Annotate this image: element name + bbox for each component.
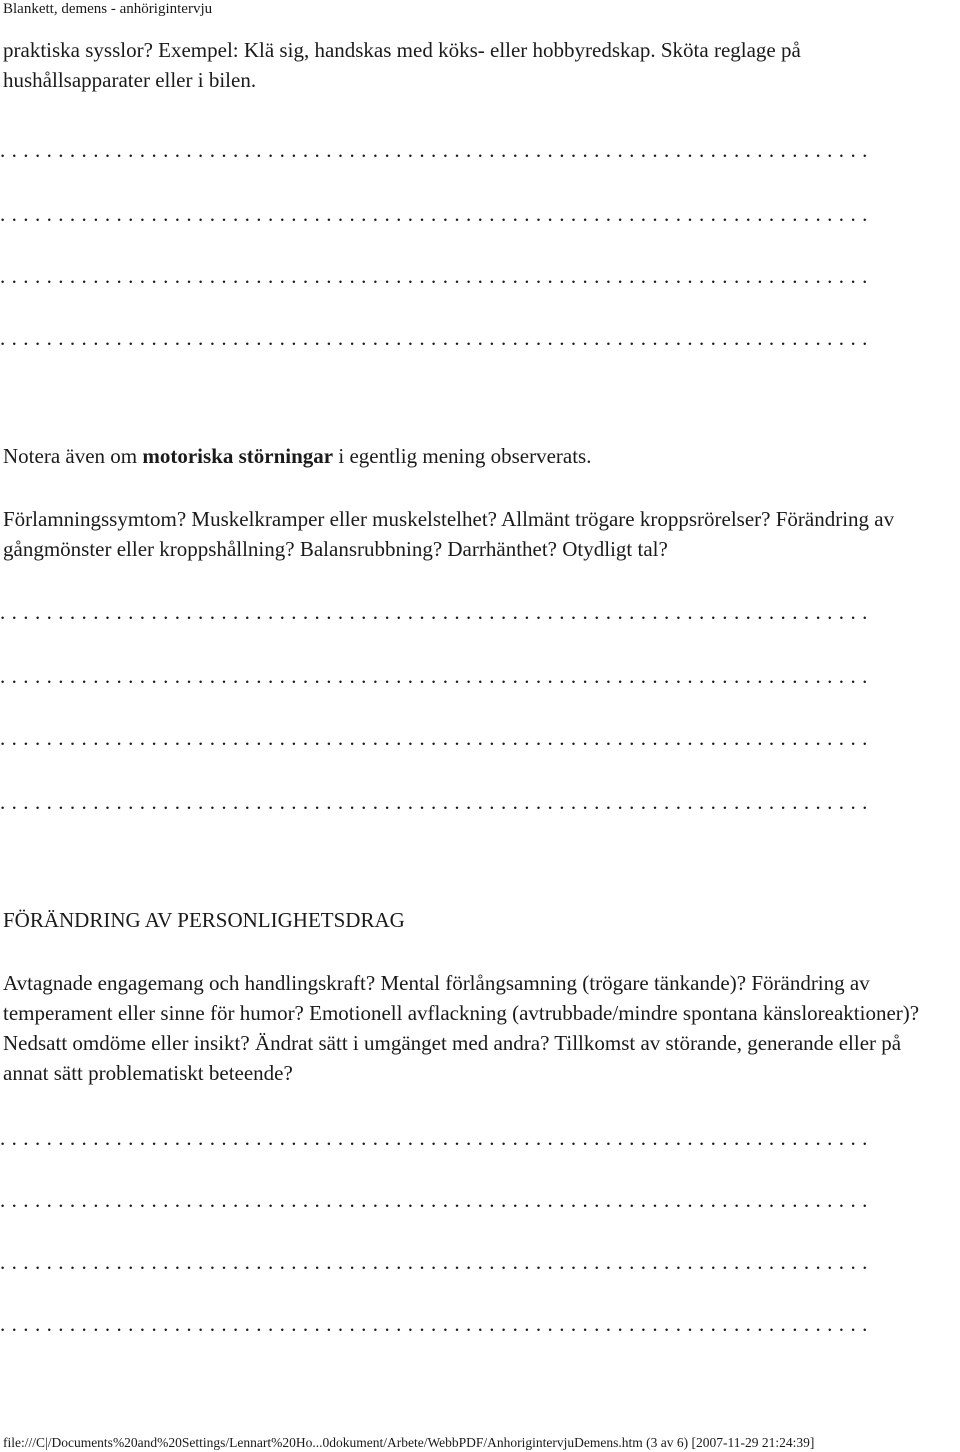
- answer-line-1: ...........................................................................: [0, 140, 874, 160]
- answer-line-11: ...........................................................................: [0, 1252, 874, 1272]
- answer-line-12: ...........................................................................: [0, 1314, 874, 1334]
- page-header-title: Blankett, demens - anhörigintervju: [3, 1, 213, 17]
- answer-line-5: ...........................................................................: [0, 602, 874, 622]
- page-footer-path: file:///C|/Documents%20and%20Settings/Lennart%20Ho...0dokument/Arbete/WebbPDF/AnhorigintervjuDemens.htm (3 av 6) [2007-11-29 21:24:39]: [3, 1435, 815, 1450]
- answer-line-7: ...........................................................................: [0, 728, 874, 748]
- motor-note-bold: motoriska störningar: [142, 444, 334, 468]
- answer-line-3: ...........................................................................: [0, 266, 874, 286]
- section-continuation-text: praktiska sysslor? Exempel: Klä sig, handskas med köks- eller hobbyredskap. Sköta reglage på hushållsapparater eller i bilen.: [3, 38, 807, 92]
- answer-line-9: ...........................................................................: [0, 1128, 874, 1148]
- motor-questions: Förlamningssymtom? Muskelkramper eller muskelstelhet? Allmänt trögare kroppsrörelser? Förändring av gångmönster eller kroppshållning? Balansrubbning? Darrhänthet? Otydligt tal?: [3, 507, 900, 561]
- answer-line-4: ...........................................................................: [0, 328, 874, 348]
- motor-note: [3, 441, 948, 471]
- motor-note-prefix: Notera även om: [3, 444, 143, 468]
- personality-questions: Avtagnade engagemang och handlingskraft? Mental förlångsamning (trögare tänkande)? Förändring av temperament eller sinne för humor? Emotionell avflackning (avtrubbade/mindre spontana känsloreaktioner)? Nedsatt omdöme eller insikt? Ändrat sätt i umgänget med andra? Tillkomst av störande, generande eller på annat sätt problematiskt beteende?: [3, 971, 925, 1085]
- answer-line-8: ...........................................................................: [0, 792, 874, 812]
- motor-note-suffix: i egentlig mening observerats.: [333, 444, 592, 468]
- answer-line-10: ...........................................................................: [0, 1190, 874, 1210]
- answer-line-2: ...........................................................................: [0, 204, 874, 224]
- answer-line-6: ...........................................................................: [0, 666, 874, 686]
- section-heading-personality: FÖRÄNDRING AV PERSONLIGHETSDRAG: [3, 908, 405, 932]
